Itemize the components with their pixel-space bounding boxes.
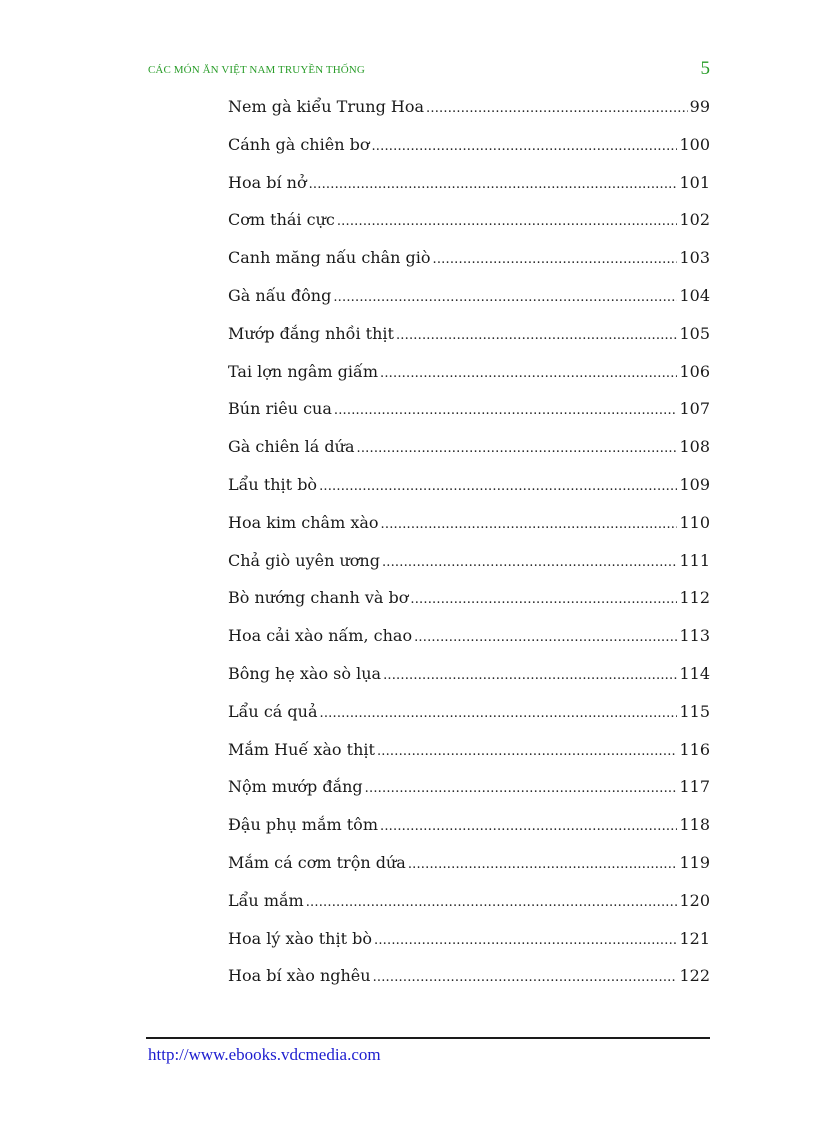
dot-leader	[408, 857, 678, 872]
toc-entry-page: 101	[679, 172, 710, 192]
toc-entry	[228, 777, 710, 815]
toc-entry-title: Hoa cải xào nấm, chao	[228, 626, 413, 646]
toc-entry-page: 108	[679, 437, 710, 457]
dot-leader	[410, 592, 677, 607]
dot-leader	[396, 328, 678, 343]
dot-leader	[380, 366, 677, 381]
dot-leader	[337, 214, 678, 229]
toc-entry-title: Cơm thái cực	[228, 210, 335, 230]
dot-leader	[374, 933, 677, 948]
toc-entry-title: Lẩu cá quả	[228, 701, 318, 721]
dot-leader	[320, 706, 678, 721]
toc-entry-page: 113	[679, 626, 710, 646]
toc-entry	[228, 966, 710, 1004]
toc-entry-page: 103	[679, 248, 710, 268]
dot-leader	[373, 970, 678, 985]
toc-entry	[228, 135, 710, 173]
toc-entry	[228, 362, 710, 400]
running-header-title: CÁC MÓN ĂN VIỆT NAM TRUYỀN THỐNG	[148, 64, 365, 76]
toc-entry-title: Bò nướng chanh và bơ	[228, 588, 409, 608]
toc-entry-page: 110	[679, 512, 710, 532]
dot-leader	[382, 555, 678, 570]
toc-entry	[228, 173, 710, 211]
toc-entry-page: 99	[689, 97, 710, 116]
toc-entry-page: 109	[679, 474, 710, 494]
toc-entry-title: Nộm mướp đắng	[228, 777, 363, 797]
dot-leader	[426, 101, 688, 116]
toc-entry-title: Gà chiên lá dứa	[228, 437, 355, 457]
dot-leader	[365, 781, 678, 796]
dot-leader	[333, 290, 677, 305]
toc-entry-title: Hoa lý xào thịt bò	[228, 928, 372, 948]
toc-entry-page: 119	[679, 852, 710, 872]
toc-entry-page: 107	[679, 399, 710, 419]
toc-entry	[228, 891, 710, 929]
toc-entry	[228, 437, 710, 475]
toc-entry-title: Lẩu thịt bò	[228, 474, 318, 494]
toc-entry-title: Hoa kim châm xào	[228, 512, 379, 532]
toc-entry	[228, 702, 710, 740]
toc-entry-page: 106	[679, 361, 710, 381]
dot-leader	[383, 668, 677, 683]
toc-entry	[228, 97, 710, 135]
dot-leader	[381, 517, 678, 532]
dot-leader	[414, 630, 677, 645]
table-of-contents	[228, 97, 710, 1004]
toc-entry-title: Mướp đắng nhồi thịt	[228, 323, 394, 343]
toc-entry	[228, 399, 710, 437]
toc-entry-page: 112	[679, 588, 710, 608]
dot-leader	[377, 744, 678, 759]
toc-entry-page: 100	[679, 134, 710, 154]
page-number: 5	[700, 58, 710, 79]
toc-entry	[228, 815, 710, 853]
toc-entry	[228, 475, 710, 513]
toc-entry-title: Chả giò uyên ương	[228, 550, 380, 570]
toc-entry	[228, 740, 710, 778]
toc-entry-title: Hoa bí nở	[228, 172, 307, 192]
toc-entry	[228, 513, 710, 551]
toc-entry-title: Hoa bí xào nghêu	[228, 966, 371, 986]
toc-entry-title: Nem gà kiểu Trung Hoa	[228, 97, 425, 116]
toc-entry-title: Canh măng nấu chân giò	[228, 248, 431, 268]
toc-entry-page: 105	[679, 323, 710, 343]
toc-entry	[228, 588, 710, 626]
toc-entry-title: Mắm cá cơm trộn dứa	[228, 852, 406, 872]
dot-leader	[309, 177, 678, 192]
toc-entry	[228, 324, 710, 362]
toc-entry-title: Bông hẹ xào sò lụa	[228, 663, 382, 683]
dot-leader	[319, 479, 677, 494]
toc-entry	[228, 853, 710, 891]
dot-leader	[380, 819, 677, 834]
toc-entry-page: 111	[679, 550, 710, 570]
toc-entry	[228, 248, 710, 286]
toc-entry-title: Lẩu mắm	[228, 890, 304, 910]
footer-link[interactable]: http://www.ebooks.vdcmedia.com	[148, 1045, 381, 1064]
toc-entry	[228, 664, 710, 702]
toc-entry-page: 118	[679, 815, 710, 835]
dot-leader	[371, 139, 677, 154]
dot-leader	[433, 252, 678, 267]
toc-entry-title: Gà nấu đông	[228, 285, 332, 305]
toc-entry-page: 114	[679, 663, 710, 683]
dot-leader	[356, 441, 677, 456]
toc-entry-page: 120	[679, 890, 710, 910]
toc-entry-title: Đậu phụ mắm tôm	[228, 815, 378, 835]
toc-entry-page: 115	[679, 701, 710, 721]
toc-entry-title: Cánh gà chiên bơ	[228, 134, 370, 154]
footer-divider	[146, 1037, 710, 1039]
toc-entry-page: 117	[679, 777, 710, 797]
toc-entry	[228, 551, 710, 589]
toc-entry	[228, 286, 710, 324]
dot-leader	[334, 403, 678, 418]
toc-entry-page: 122	[679, 966, 710, 986]
toc-entry-title: Mắm Huế xào thịt	[228, 739, 375, 759]
toc-entry-page: 121	[679, 928, 710, 948]
toc-entry-title: Tai lợn ngâm giấm	[228, 361, 378, 381]
toc-entry	[228, 929, 710, 967]
toc-entry-title: Bún riêu cua	[228, 399, 332, 419]
toc-entry	[228, 210, 710, 248]
toc-entry-page: 104	[679, 285, 710, 305]
dot-leader	[306, 895, 678, 910]
toc-entry-page: 102	[679, 210, 710, 230]
toc-entry	[228, 626, 710, 664]
toc-entry-page: 116	[679, 739, 710, 759]
